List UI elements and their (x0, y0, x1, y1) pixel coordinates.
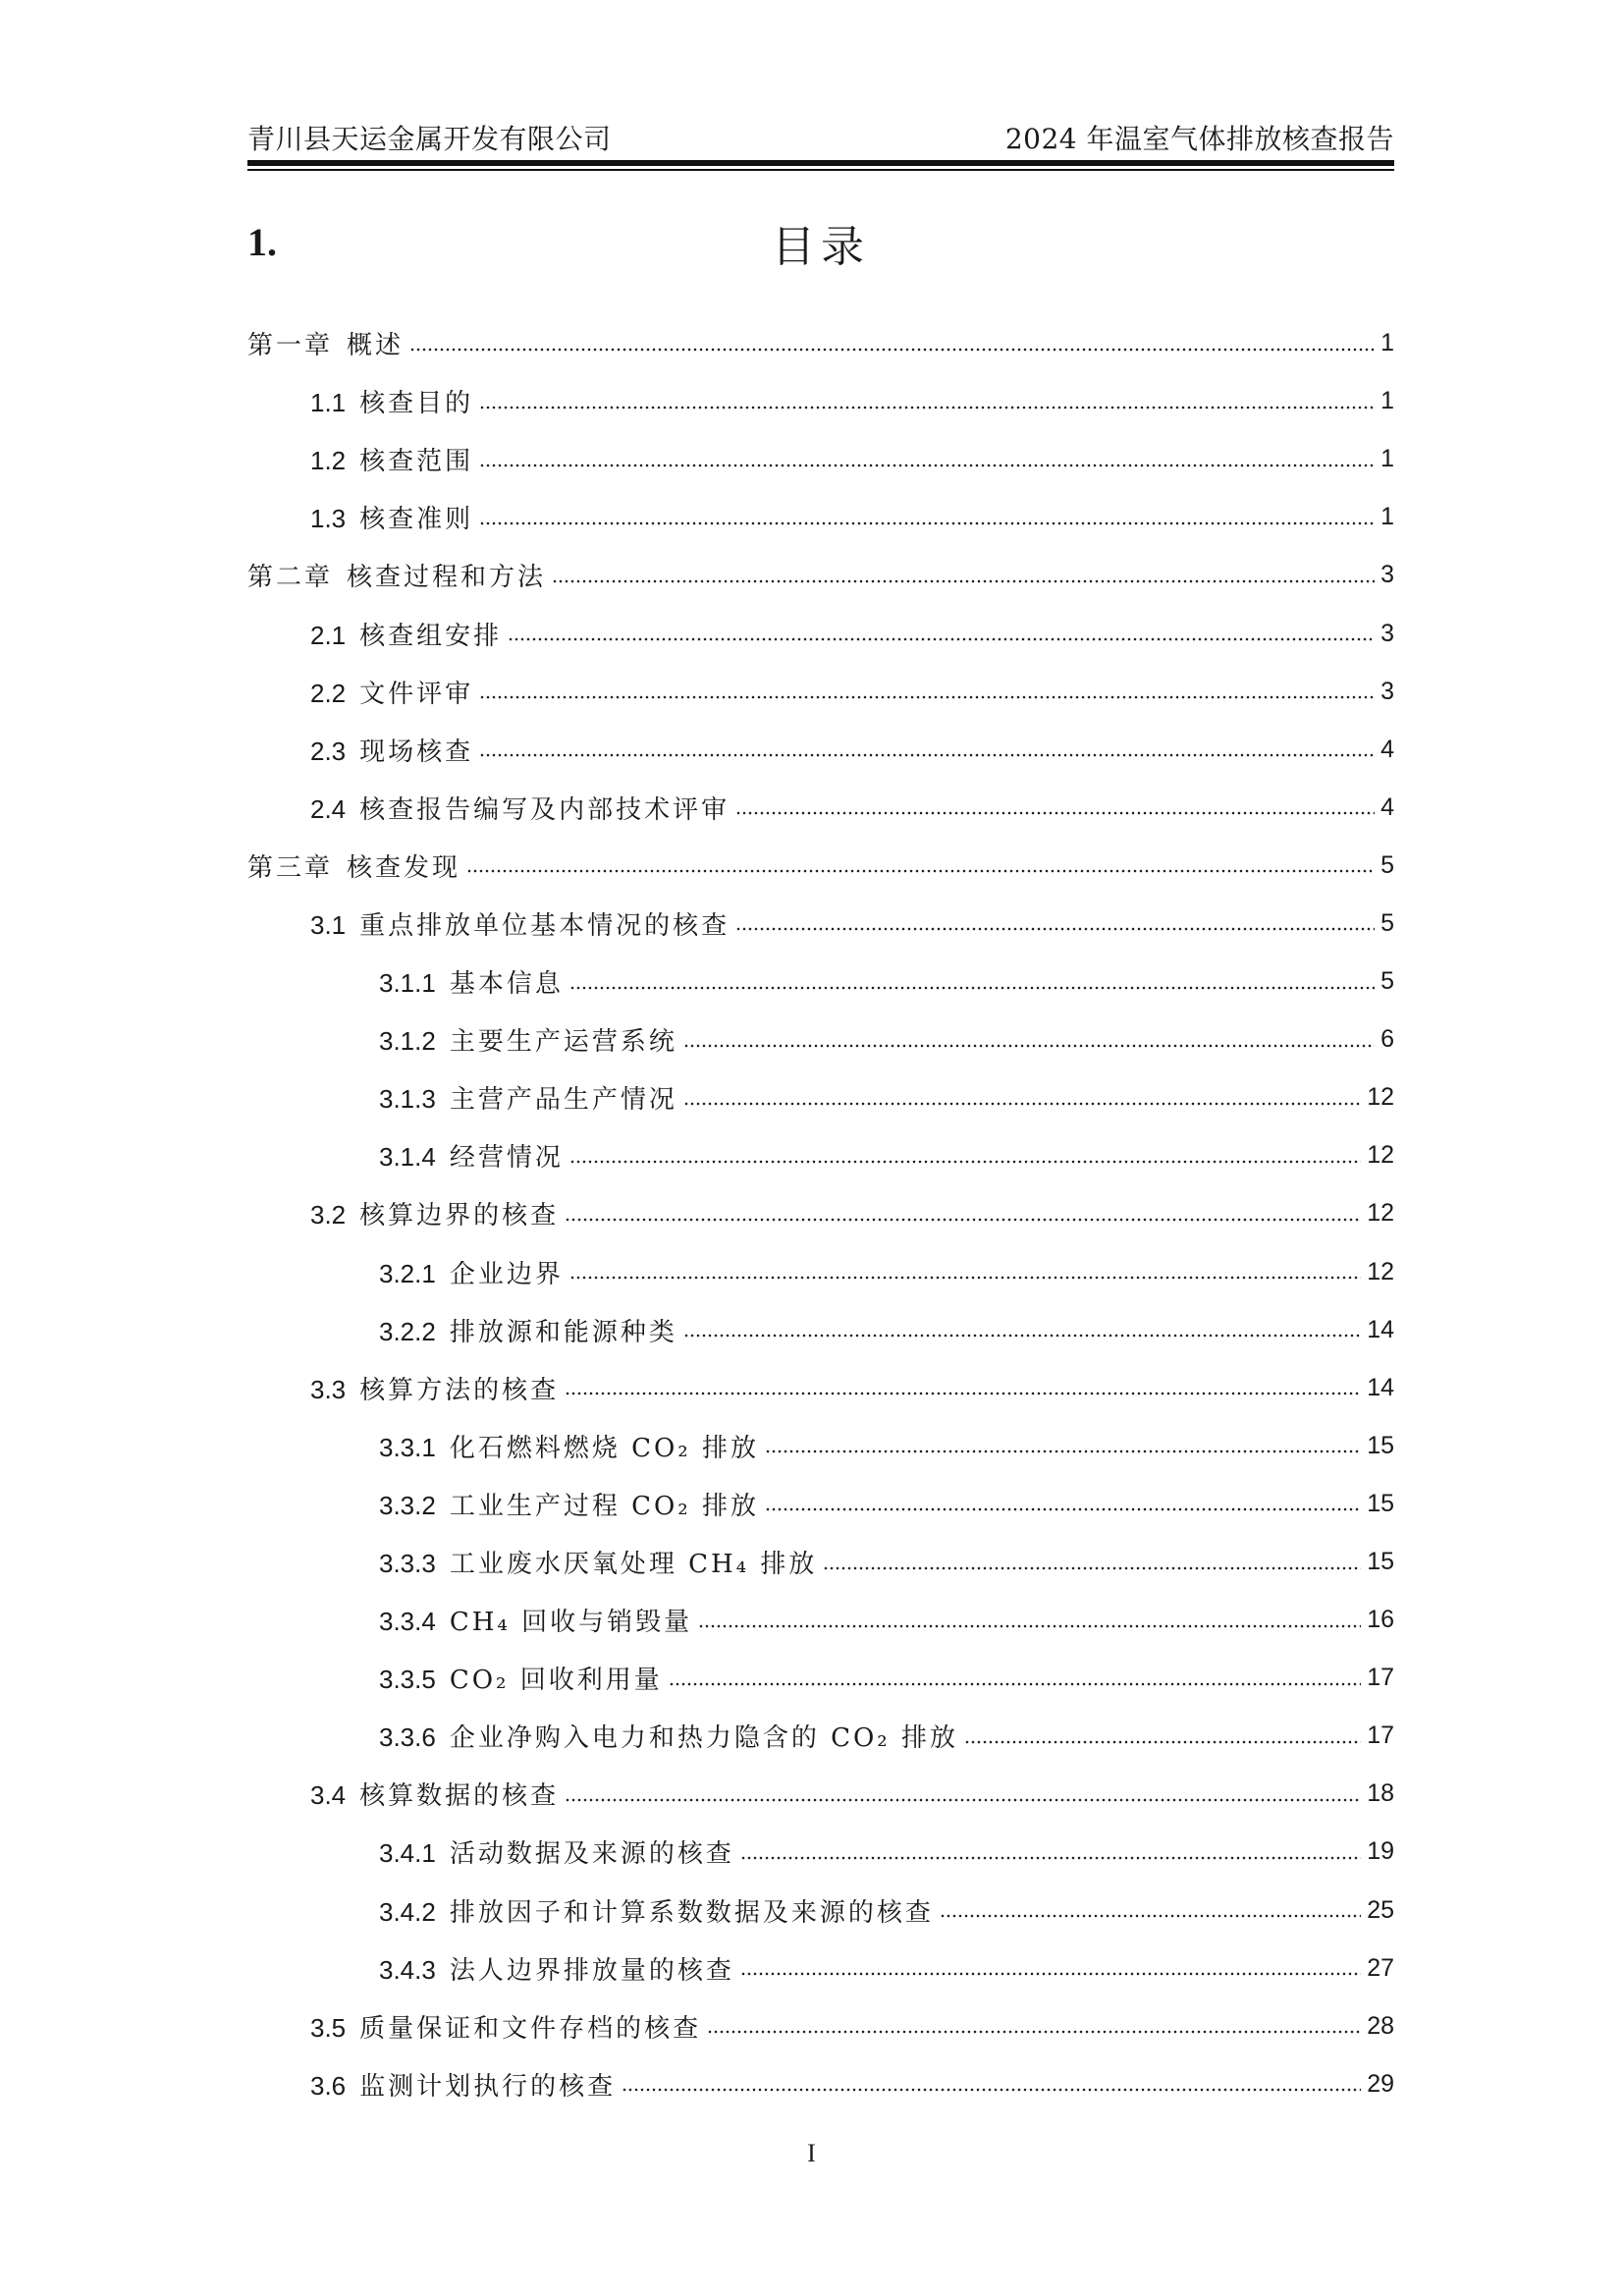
header-report-title: 2024 年温室气体排放核查报告 (1004, 123, 1394, 155)
toc-entry-number: 3.3.2 (379, 1490, 436, 1520)
toc-entry-number: 3.3.5 (379, 1665, 436, 1695)
toc-entry-text: 概述 (347, 331, 405, 361)
toc-entry-number: 3.2.2 (379, 1316, 436, 1346)
dot-leader (569, 1276, 1361, 1280)
toc-entry-title (247, 847, 462, 884)
toc-entry-page: 15 (1367, 1489, 1394, 1517)
toc-entry-text: 质量保证和文件存档的核查 (359, 2013, 702, 2044)
toc-entry-number: 3.4.3 (379, 1954, 436, 1985)
toc-entry[interactable] (247, 1882, 1394, 1940)
toc-entry[interactable] (247, 1417, 1394, 1475)
toc-entry-text: CH₄ 回收与销毁量 (449, 1608, 693, 1638)
toc-entry-number: 第一章 (247, 331, 334, 361)
toc-entry[interactable] (247, 721, 1394, 779)
toc-entry-text: 企业净购入电力和热力隐含的 CO₂ 排放 (449, 1723, 958, 1754)
toc-entry-page: 4 (1380, 735, 1394, 763)
dot-leader (479, 521, 1375, 525)
toc-entry-text: 核查过程和方法 (347, 563, 547, 593)
toc-entry[interactable] (247, 663, 1394, 721)
toc-entry-page: 3 (1380, 619, 1394, 647)
toc-entry[interactable] (247, 1707, 1394, 1765)
toc-entry-number: 2.4 (310, 793, 347, 824)
toc-entry-number: 3.3.1 (379, 1432, 436, 1462)
dot-leader (823, 1566, 1361, 1570)
toc-entry-page: 1 (1380, 329, 1394, 357)
toc-entry-text: 核算边界的核查 (359, 1201, 560, 1231)
toc-entry-text: 核查目的 (359, 389, 474, 419)
toc-entry-page: 25 (1367, 1895, 1394, 1924)
toc-entry-number: 3.2.1 (379, 1258, 436, 1288)
toc-entry-text: 基本信息 (449, 969, 564, 1000)
toc-entry-title (310, 674, 475, 710)
dot-leader (683, 1334, 1361, 1338)
toc-entry[interactable] (247, 1649, 1394, 1707)
toc-entry-title (379, 1602, 694, 1638)
toc-entry-title (379, 1137, 566, 1174)
toc-title: 目录 (772, 222, 870, 272)
toc-entry-number: 3.4.1 (379, 1838, 436, 1869)
dot-leader (622, 2088, 1361, 2092)
toc-entry[interactable] (247, 604, 1394, 662)
dot-leader (765, 1507, 1361, 1511)
toc-entry[interactable] (247, 430, 1394, 488)
dot-leader (565, 1392, 1361, 1395)
dot-leader (552, 579, 1375, 583)
dot-leader (565, 1218, 1361, 1222)
page-number: I (807, 2139, 816, 2167)
toc-entry-number: 2.1 (310, 620, 347, 650)
toc-entry-text: 核查范围 (359, 447, 474, 477)
toc-entry[interactable] (247, 1184, 1394, 1242)
toc-entry-number: 2.2 (310, 678, 347, 708)
toc-entry-number: 3.1.3 (379, 1084, 436, 1115)
toc-entry-number: 第三章 (247, 852, 334, 883)
toc-entry-title (310, 2066, 618, 2103)
toc-entry-title (310, 1776, 561, 1812)
toc-entry[interactable] (247, 372, 1394, 430)
dot-leader (707, 2030, 1361, 2034)
dot-leader (565, 1798, 1361, 1802)
toc-entry-number: 3.5 (310, 2012, 347, 2043)
toc-entry[interactable] (247, 1823, 1394, 1881)
toc-entry-page: 3 (1380, 561, 1394, 589)
toc-entry[interactable] (247, 1765, 1394, 1823)
toc-entry-number: 3.3 (310, 1374, 347, 1404)
dot-leader (740, 1972, 1361, 1976)
toc-entry-page: 12 (1367, 1083, 1394, 1112)
toc-entry-title (310, 905, 731, 942)
toc-entry-page: 15 (1367, 1548, 1394, 1576)
toc-entry-text: 核查准则 (359, 505, 474, 535)
toc-entry-page: 14 (1367, 1315, 1394, 1343)
toc-entry[interactable] (247, 1940, 1394, 1997)
dot-leader (940, 1914, 1361, 1918)
toc-entry[interactable] (247, 895, 1394, 953)
toc-entry-number: 2.3 (310, 736, 347, 766)
toc-entry[interactable] (247, 1533, 1394, 1591)
toc-entry-title (247, 557, 548, 593)
toc-entry[interactable] (247, 1591, 1394, 1649)
dot-leader (698, 1624, 1361, 1628)
toc-entry-title (310, 499, 475, 535)
dot-leader (740, 1856, 1361, 1860)
toc-heading (247, 211, 1394, 280)
toc-entry-page: 3 (1380, 677, 1394, 705)
toc-entry-page: 14 (1367, 1373, 1394, 1401)
toc-entry[interactable] (247, 779, 1394, 837)
toc-entry-text: 工业生产过程 CO₂ 排放 (449, 1491, 759, 1521)
toc-entry-text: 现场核查 (359, 737, 474, 767)
toc-entry-number: 3.1 (310, 909, 347, 940)
dot-leader (569, 1160, 1361, 1164)
toc-entry-text: 工业废水厌氧处理 CH₄ 排放 (449, 1550, 818, 1580)
toc-entry-page: 12 (1367, 1257, 1394, 1285)
toc-entry-title (379, 1312, 679, 1348)
dot-leader (466, 869, 1375, 873)
toc-entry[interactable] (247, 314, 1394, 372)
toc-entry-title (310, 383, 475, 419)
header-rule-thin (247, 169, 1394, 171)
toc-entry-title (379, 1660, 665, 1696)
toc-entry-page: 28 (1367, 2011, 1394, 2040)
toc-entry-page: 17 (1367, 1722, 1394, 1750)
toc-entry-page: 1 (1380, 503, 1394, 531)
toc-entry-text: 监测计划执行的核查 (359, 2071, 617, 2102)
toc-entry-title (379, 1833, 736, 1870)
toc-entry[interactable] (247, 488, 1394, 546)
toc-entry-title (310, 616, 504, 652)
toc-entry-page: 5 (1380, 850, 1394, 879)
toc-entry[interactable] (247, 953, 1394, 1011)
toc-entry-number: 1.1 (310, 388, 347, 418)
dot-leader (479, 406, 1375, 410)
toc-entry[interactable] (247, 1011, 1394, 1068)
toc-entry[interactable] (247, 1126, 1394, 1184)
toc-entry-title (247, 325, 406, 361)
dot-leader (508, 637, 1375, 641)
toc-entry[interactable] (247, 1243, 1394, 1301)
dot-leader (964, 1740, 1361, 1744)
toc-entry[interactable] (247, 2055, 1394, 2113)
toc-entry-title (310, 2008, 703, 2045)
dot-leader (683, 1102, 1361, 1106)
toc-entry-page: 5 (1380, 908, 1394, 937)
toc-entry-number: 3.1.4 (379, 1142, 436, 1173)
dot-leader (735, 927, 1375, 931)
dot-leader (479, 753, 1375, 757)
toc-entry-title (379, 1021, 679, 1058)
toc-entry-title (310, 1195, 561, 1231)
dot-leader (683, 1044, 1375, 1048)
toc-entry-title (310, 732, 475, 768)
toc-entry-number: 3.2 (310, 1200, 347, 1230)
toc-entry-page: 6 (1380, 1025, 1394, 1054)
toc-entry-text: 核算方法的核查 (359, 1375, 560, 1405)
toc-entry-page: 19 (1367, 1837, 1394, 1866)
dot-leader (765, 1449, 1361, 1453)
toc-entry-page: 17 (1367, 1664, 1394, 1692)
toc-entry-title (310, 441, 475, 477)
toc-entry-text: CO₂ 回收利用量 (449, 1666, 663, 1696)
toc-entry-page: 12 (1367, 1199, 1394, 1228)
toc-entry-number: 1.2 (310, 446, 347, 476)
page-header (247, 116, 1394, 157)
toc-entry[interactable] (247, 1301, 1394, 1359)
header-company-name: 青川县天运金属开发有限公司 (247, 123, 612, 155)
toc-entry-title (379, 1428, 761, 1464)
toc-entry-title (379, 1079, 679, 1116)
toc-entry-title (379, 1718, 960, 1754)
toc-entry[interactable] (247, 1997, 1394, 2055)
toc-entry[interactable] (247, 1068, 1394, 1126)
toc-entry-title (379, 1892, 936, 1929)
toc-entry-number: 第二章 (247, 563, 334, 593)
header-rule-thick (247, 160, 1394, 166)
toc-entry-title (379, 1254, 566, 1290)
toc-entry-title (379, 963, 566, 1000)
toc-entry-number: 3.4 (310, 1780, 347, 1811)
toc-entry[interactable] (247, 546, 1394, 604)
toc-entry-title (379, 1544, 819, 1580)
toc-entry-number: 3.3.3 (379, 1549, 436, 1579)
toc-entry-number: 3.1.2 (379, 1026, 436, 1057)
toc-entry-page: 12 (1367, 1141, 1394, 1170)
toc-entry-text: 活动数据及来源的核查 (449, 1839, 734, 1870)
toc-entry-title (379, 1950, 736, 1987)
toc-entry-text: 重点排放单位基本情况的核查 (359, 910, 730, 941)
toc-entry-number: 1.3 (310, 504, 347, 534)
toc-entry-page: 5 (1380, 967, 1394, 996)
toc-entry-title (310, 790, 731, 826)
toc-entry-page: 1 (1380, 387, 1394, 415)
dot-leader (409, 348, 1375, 352)
toc-entry[interactable] (247, 1475, 1394, 1533)
toc-entry-text: 排放源和能源种类 (449, 1317, 677, 1347)
table-of-contents (247, 314, 1394, 2113)
toc-entry-number: 3.4.2 (379, 1896, 436, 1927)
heading-number: 1. (247, 220, 277, 264)
toc-entry-text: 排放因子和计算系数数据及来源的核查 (449, 1897, 934, 1928)
toc-entry-text: 核查组安排 (359, 621, 503, 651)
toc-entry-text: 法人边界排放量的核查 (449, 1955, 734, 1986)
toc-entry-number: 3.3.6 (379, 1722, 436, 1753)
dot-leader (669, 1682, 1361, 1686)
toc-entry-text: 化石燃料燃烧 CO₂ 排放 (449, 1433, 759, 1463)
toc-entry-number: 3.1.1 (379, 968, 436, 999)
toc-entry-text: 主要生产运营系统 (449, 1027, 677, 1058)
toc-entry-page: 1 (1380, 445, 1394, 473)
toc-entry-text: 核算数据的核查 (359, 1781, 560, 1812)
toc-entry-text: 核查发现 (347, 852, 461, 883)
toc-entry-text: 经营情况 (449, 1143, 564, 1174)
toc-entry-title (379, 1486, 761, 1522)
dot-leader (735, 811, 1375, 815)
toc-entry-number: 3.6 (310, 2070, 347, 2101)
toc-entry-title (310, 1370, 561, 1406)
toc-entry[interactable] (247, 1359, 1394, 1417)
toc-entry-page: 29 (1367, 2069, 1394, 2098)
toc-entry-page: 15 (1367, 1431, 1394, 1459)
dot-leader (479, 464, 1375, 467)
toc-entry-text: 主营产品生产情况 (449, 1085, 677, 1116)
toc-entry-number: 3.3.4 (379, 1607, 436, 1637)
dot-leader (569, 986, 1375, 990)
toc-entry-text: 核查报告编写及内部技术评审 (359, 794, 730, 825)
toc-entry-page: 16 (1367, 1606, 1394, 1634)
toc-entry-page: 4 (1380, 793, 1394, 821)
toc-entry-text: 企业边界 (449, 1259, 564, 1289)
toc-entry-text: 文件评审 (359, 679, 474, 709)
toc-entry-page: 27 (1367, 1953, 1394, 1982)
toc-entry[interactable] (247, 837, 1394, 895)
toc-entry-page: 18 (1367, 1779, 1394, 1808)
dot-leader (479, 695, 1375, 699)
